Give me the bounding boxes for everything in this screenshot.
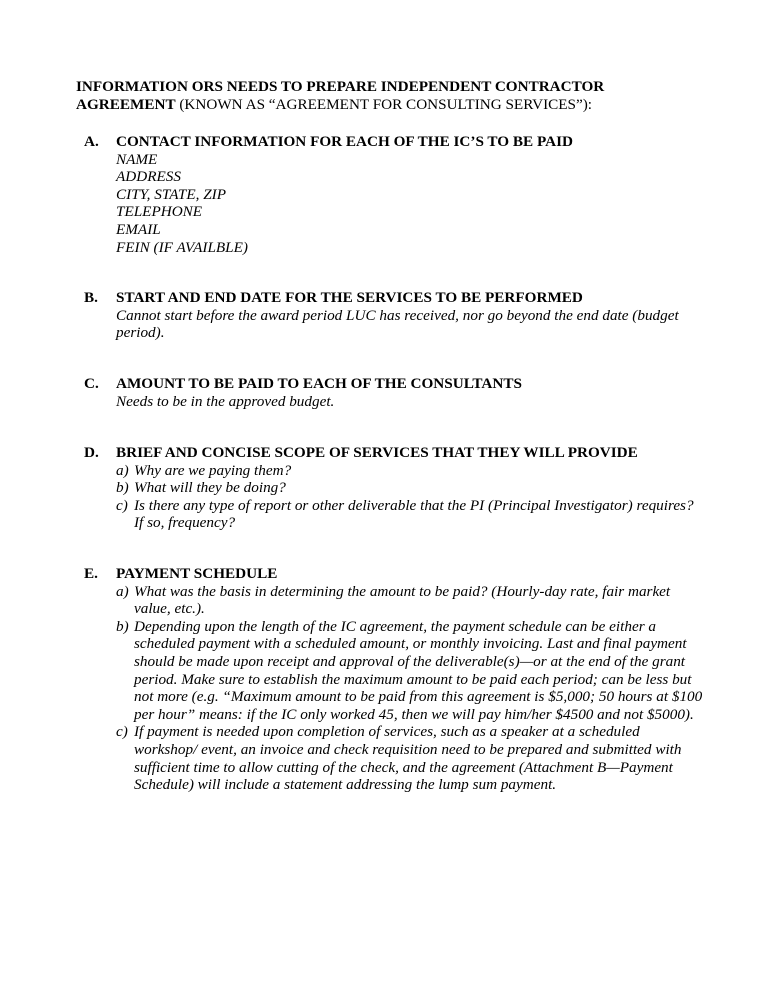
section-e [84,565,704,794]
section-b [84,289,704,342]
contact-field-address: ADDRESS [116,168,181,186]
list-item-text: What was the basis in determining the amount to be paid? (Hourly-day rate, fair market value, etc.). [134,582,671,618]
list-marker: c) [116,496,128,514]
contact-field-fein: FEIN (IF AVAILBLE) [116,238,248,256]
list-marker: b) [116,479,129,497]
list-item-text: If payment is needed upon completion of services, such as a speaker at a scheduled workshop/ event, an invoice and check requisition need to be prepared and submitted with sufficient time to allow cutting of the check, and the agreement (Attachment B—Payment Schedule) will include a statement addressing the lump sum payment. [134,723,682,794]
list-marker: c) [116,723,128,741]
list-item [116,723,704,793]
section-d [84,444,704,532]
section-letter: B. [84,289,98,306]
list-item-text: Depending upon the length of the IC agreement, the payment schedule can be either a scheduled payment with a scheduled amount, or monthly invoicing. Last and final payment should be made upon receipt and approval of the deliverable(s)—or at the end of the grant period. Make sure to establish the maximum amount to be paid each period; can be less but not more (e.g. “Maximum amount to be paid from this agreement is $5,000; 50 hours at $100 per hour” means: if the IC only worked 45, then we will pay him/her $4500 and not $5000). [134,617,703,723]
list-marker: a) [116,461,129,479]
section-letter: D. [84,444,99,461]
contact-field-city-state-zip: CITY, STATE, ZIP [116,185,227,203]
section-title [84,375,704,393]
section-title [84,289,704,307]
section-title-text: START AND END DATE FOR THE SERVICES TO BE PERFORMED [116,289,583,306]
section-letter: A. [84,133,99,150]
list-item [116,462,704,480]
contact-field-telephone: TELEPHONE [116,203,203,221]
section-title-text: PAYMENT SCHEDULE [116,565,278,582]
section-title [84,444,704,462]
section-title [84,133,704,151]
section-title-text: AMOUNT TO BE PAID TO EACH OF THE CONSULTANTS [116,375,522,392]
section-body-text: Cannot start before the award period LUC has received, nor go beyond the end date (budget period). [116,306,679,342]
section-body [116,151,704,257]
document-heading [76,78,696,113]
heading-bold-text: INFORMATION ORS NEEDS TO PREPARE INDEPENDENT CONTRACTOR AGREEMENT [76,78,605,113]
list-item-text: Is there any type of report or other deliverable that the PI (Principal Investigator) requires? If so, frequency? [134,496,694,532]
list-item [116,479,704,497]
heading-rest-text: (KNOWN AS “AGREEMENT FOR CONSULTING SERVICES”): [175,95,593,113]
section-letter: E. [84,565,98,582]
section-list [116,583,704,794]
section-title [84,565,704,583]
list-item-text: Why are we paying them? [134,461,292,479]
section-title-text: BRIEF AND CONCISE SCOPE OF SERVICES THAT THEY WILL PROVIDE [116,444,638,461]
section-letter: C. [84,375,99,392]
section-title-text: CONTACT INFORMATION FOR EACH OF THE IC’S TO BE PAID [116,133,573,150]
list-item-text: What will they be doing? [134,479,286,497]
section-body-text: Needs to be in the approved budget. [116,392,335,410]
list-marker: a) [116,582,129,600]
contact-field-name: NAME [116,150,158,168]
list-item [116,583,704,618]
list-item [116,497,704,532]
section-c [84,375,704,410]
section-a [84,133,704,256]
list-item [116,618,704,724]
section-list [116,462,704,532]
contact-field-email: EMAIL [116,220,161,238]
list-marker: b) [116,617,129,635]
